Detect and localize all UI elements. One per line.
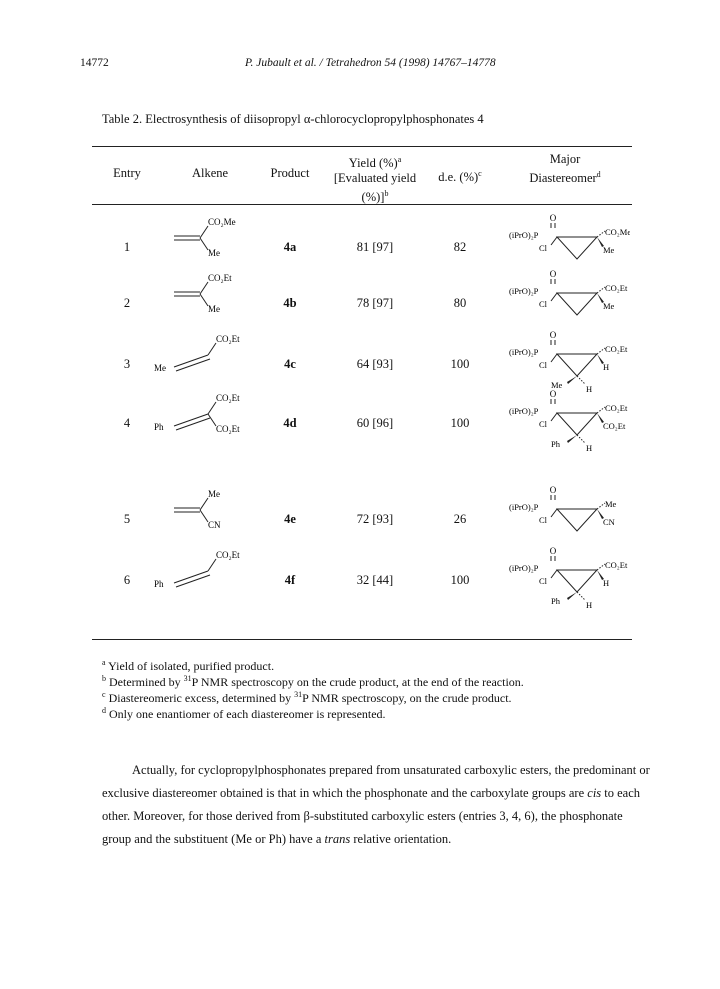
product-cell: 4f [284,573,296,587]
phosphonate-group: (iPrO)₂P [509,286,539,296]
alkene-structure [150,331,270,384]
col-yield-line3: (%)] [361,190,385,205]
yield-cell: 81 [97] [356,240,394,254]
col-de-sup: c [478,169,482,178]
yield-cell: 60 [96] [356,416,394,430]
col-major-line1: Major [549,152,581,166]
alkene-structure [150,547,270,600]
col-yield [320,152,430,205]
ring-substituent-bottom-right: H [586,600,593,610]
de-cell: 82 [453,240,467,254]
entry-cell: 4 [123,416,131,430]
col-de-label: d.e. (%) [438,170,479,185]
ring-substituent-lower: Me [603,245,615,255]
ring-substituent-lower: CO₂Et [603,421,626,431]
col-entry: Entry [113,166,141,180]
de-cell: 26 [453,512,467,526]
footnote-d-mark: d [102,706,106,715]
body-line-4b: relative orientation. [350,832,452,846]
alkene-structure [150,390,270,443]
chlorine-substituent: Cl [539,419,548,429]
ring-substituent-lower: H [603,578,610,588]
footnote-b-isotope: 31 [183,674,192,683]
yield-cell: 32 [44] [356,573,394,587]
chlorine-substituent: Cl [539,299,548,309]
ring-substituent-lower: Me [603,301,615,311]
de-cell: 100 [450,573,470,587]
alkene-structure [150,486,270,539]
footnote-b [102,674,524,690]
product-cell: 4a [283,240,297,254]
entry-cell: 6 [123,573,131,587]
col-yield-sup1: a [397,155,402,164]
alkene-side-substituent: CN [208,520,221,530]
phosphonate-group: (iPrO)₂P [509,406,539,416]
product-cell: 4b [283,296,297,310]
phosphonate-group: (iPrO)₂P [509,347,539,357]
alkene-side-substituent: CO₂Et [216,424,240,434]
body-line-3: other. Moreover, for those derived from β-substituted carboxylic esters (entries 3, 4, 6), the phosphonate [102,809,623,823]
alkene-structure [150,214,270,267]
ring-substituent-upper: Me [605,499,617,509]
footnote-c-isotope: 31 [294,690,303,699]
ring-substituent-upper: CO₂Et [605,344,628,354]
body-line-2 [102,782,641,805]
alkene-top-substituent: CO₂Et [216,334,240,344]
de-cell: 100 [450,416,470,430]
phosphoryl-oxygen: O [549,546,557,556]
alkene-left-substituent: Ph [154,579,164,589]
footnote-c-text: P NMR spectroscopy, on the crude product. [302,691,512,705]
page-number: 14772 [80,57,109,69]
col-yield-sup2: b [384,189,389,199]
alkene-top-substituent: CO₂Et [216,393,240,403]
col-major-sup: d [596,170,601,179]
body-line-1: Actually, for cyclopropylphosphonates prepared from unsaturated carboxylic esters, the predominant or [132,763,650,777]
alkene-top-substituent: Me [208,489,220,499]
body-paragraph [102,759,650,851]
ring-substituent-bottom-left: Me [551,380,563,390]
ring-substituent-lower: H [603,362,610,372]
footnote-c [102,690,512,706]
phosphonate-group: (iPrO)₂P [509,502,539,512]
alkene-left-substituent: Ph [154,422,164,432]
col-major [510,152,620,186]
diastereomer-structure [505,389,630,462]
ring-substituent-upper: CO₂Et [605,283,628,293]
table-caption: Table 2. Electrosynthesis of diisopropyl α-chlorocyclopropylphosphonates 4 [102,112,484,126]
ring-substituent-upper: CO₂Et [605,560,628,570]
footnote-d [102,706,386,722]
footnote-b-mark: b [102,674,106,683]
chlorine-substituent: Cl [539,576,548,586]
phosphoryl-oxygen: O [549,330,557,340]
table-top-rule [92,146,632,147]
ring-substituent-upper: CO₂Me [605,227,630,237]
body-line-2b: to each [601,786,641,800]
body-emph-trans: trans [324,832,351,846]
de-cell: 100 [450,357,470,371]
diastereomer-structure [505,546,630,619]
de-cell: 80 [453,296,467,310]
running-header: P. Jubault et al. / Tetrahedron 54 (1998) 14767–14778 [245,57,496,69]
col-yield-line2: [Evaluated yield [333,171,417,186]
col-alkene: Alkene [191,166,229,180]
footnote-b-pre: Determined by [109,675,184,689]
entry-cell: 2 [123,296,131,310]
col-de [425,166,495,185]
footnote-a-text: Yield of isolated, purified product. [108,659,275,673]
phosphoryl-oxygen: O [549,389,557,399]
ring-substituent-bottom-right: H [586,443,593,453]
alkene-top-substituent: CO₂Et [216,550,240,560]
ring-substituent-bottom-right: H [586,384,593,394]
footnote-c-pre: Diastereomeric excess, determined by [108,691,295,705]
ring-substituent-lower: CN [603,517,615,527]
entry-cell: 1 [123,240,131,254]
ring-substituent-upper: CO₂Et [605,403,628,413]
product-cell: 4e [284,512,296,526]
body-line-4a: group and the substituent (Me or Ph) have a [102,832,325,846]
alkene-side-substituent: Me [208,304,220,314]
yield-cell: 64 [93] [356,357,394,371]
alkene-top-substituent: CO₂Et [208,273,232,283]
footnote-b-text: P NMR spectroscopy on the crude product, at the end of the reaction. [191,675,524,689]
table-bottom-rule [92,639,632,640]
footnote-c-mark: c [102,690,106,699]
yield-cell: 78 [97] [356,296,394,310]
entry-cell: 3 [123,357,131,371]
phosphoryl-oxygen: O [549,485,557,495]
phosphoryl-oxygen: O [549,213,557,223]
chlorine-substituent: Cl [539,243,548,253]
chlorine-substituent: Cl [539,360,548,370]
body-line-2a: exclusive diastereomer obtained is that in which the phosphonate and the carboxylate groups are [102,786,588,800]
product-cell: 4d [283,416,297,430]
yield-cell: 72 [93] [356,512,394,526]
phosphoryl-oxygen: O [549,269,557,279]
phosphonate-group: (iPrO)₂P [509,230,539,240]
ring-substituent-bottom-left: Ph [551,439,560,449]
ring-substituent-bottom-left: Ph [551,596,560,606]
col-product: Product [270,166,310,180]
alkene-side-substituent: Me [208,248,220,258]
body-line-4 [102,828,632,851]
alkene-left-substituent: Me [154,363,166,373]
footnote-a-mark: a [102,658,106,667]
footnote-a [102,658,274,674]
body-emph-cis: cis [587,786,602,800]
phosphonate-group: (iPrO)₂P [509,563,539,573]
col-major-line2: Diastereomer [529,171,597,186]
footnote-d-text: Only one enantiomer of each diastereomer is represented. [109,707,386,721]
col-yield-line1: Yield (%) [348,156,398,171]
chlorine-substituent: Cl [539,515,548,525]
product-cell: 4c [284,357,296,371]
alkene-top-substituent: CO₂Me [208,217,236,227]
alkene-structure [150,270,270,323]
entry-cell: 5 [123,512,131,526]
